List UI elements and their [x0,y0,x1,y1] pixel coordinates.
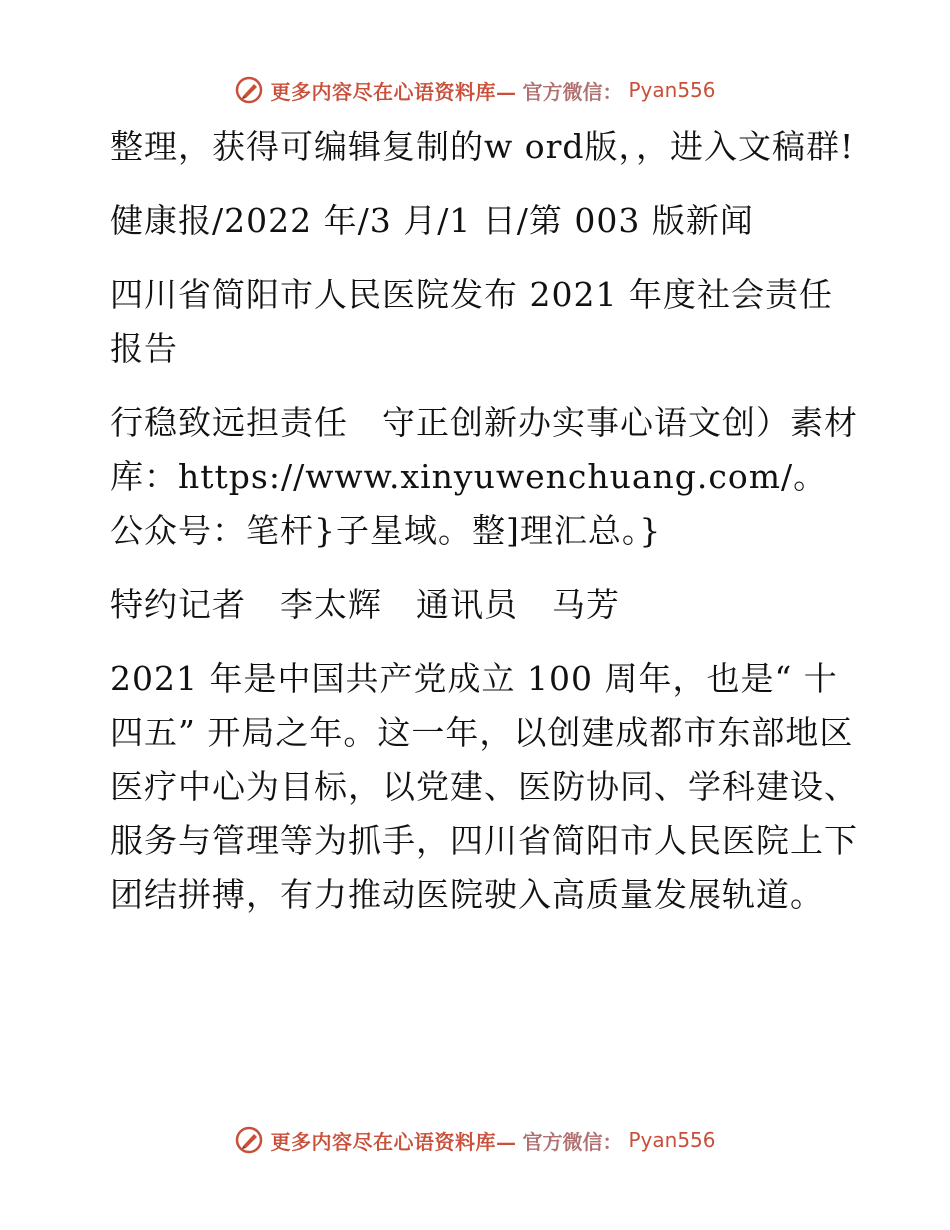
watermark-wechat-label: 官方微信： [522,79,623,104]
pen-logo-icon [234,75,264,105]
footer-watermark [0,1120,950,1160]
watermark-text: 更多内容尽在心语资料库— [270,79,517,104]
pen-logo-icon [234,1125,264,1155]
paragraph-source: 健康报/2022 年/3 月/1 日/第 003 版新闻 [110,201,754,240]
paragraph-subheadline: 行稳致远担责任 守正创新办实事心语文创）素材库：https://www.xinyuwenchuang.com/。公众号：笔杆}子星域。整]理汇总。} [110,403,858,550]
paragraph-intro: 整理，获得可编辑复制的w ord版，，进入文稿群! [110,127,855,166]
watermark-wechat-label: 官方微信： [522,1129,623,1154]
document-body [98,120,858,942]
paragraph-headline: 四川省简阳市人民医院发布 2021 年度社会责任报告 [110,275,833,368]
watermark-text: 更多内容尽在心语资料库— [270,1129,517,1154]
watermark-wechat-id: Pyan556 [628,1128,716,1152]
watermark-wechat-id: Pyan556 [628,78,716,102]
header-watermark [0,70,950,110]
paragraph-byline: 特约记者 李太辉 通讯员 马芳 [110,585,620,624]
paragraph-body: 2021 年是中国共产党成立 100 周年，也是“ 十四五” 开局之年。这一年，以创建成都市东部地区医疗中心为目标，以党建、医防协同、学科建设、服务与管理等为抓手，四川省简阳市人民医院上下团结拼搏，有力推动医院驶入高质量发展轨道。 [110,659,858,914]
